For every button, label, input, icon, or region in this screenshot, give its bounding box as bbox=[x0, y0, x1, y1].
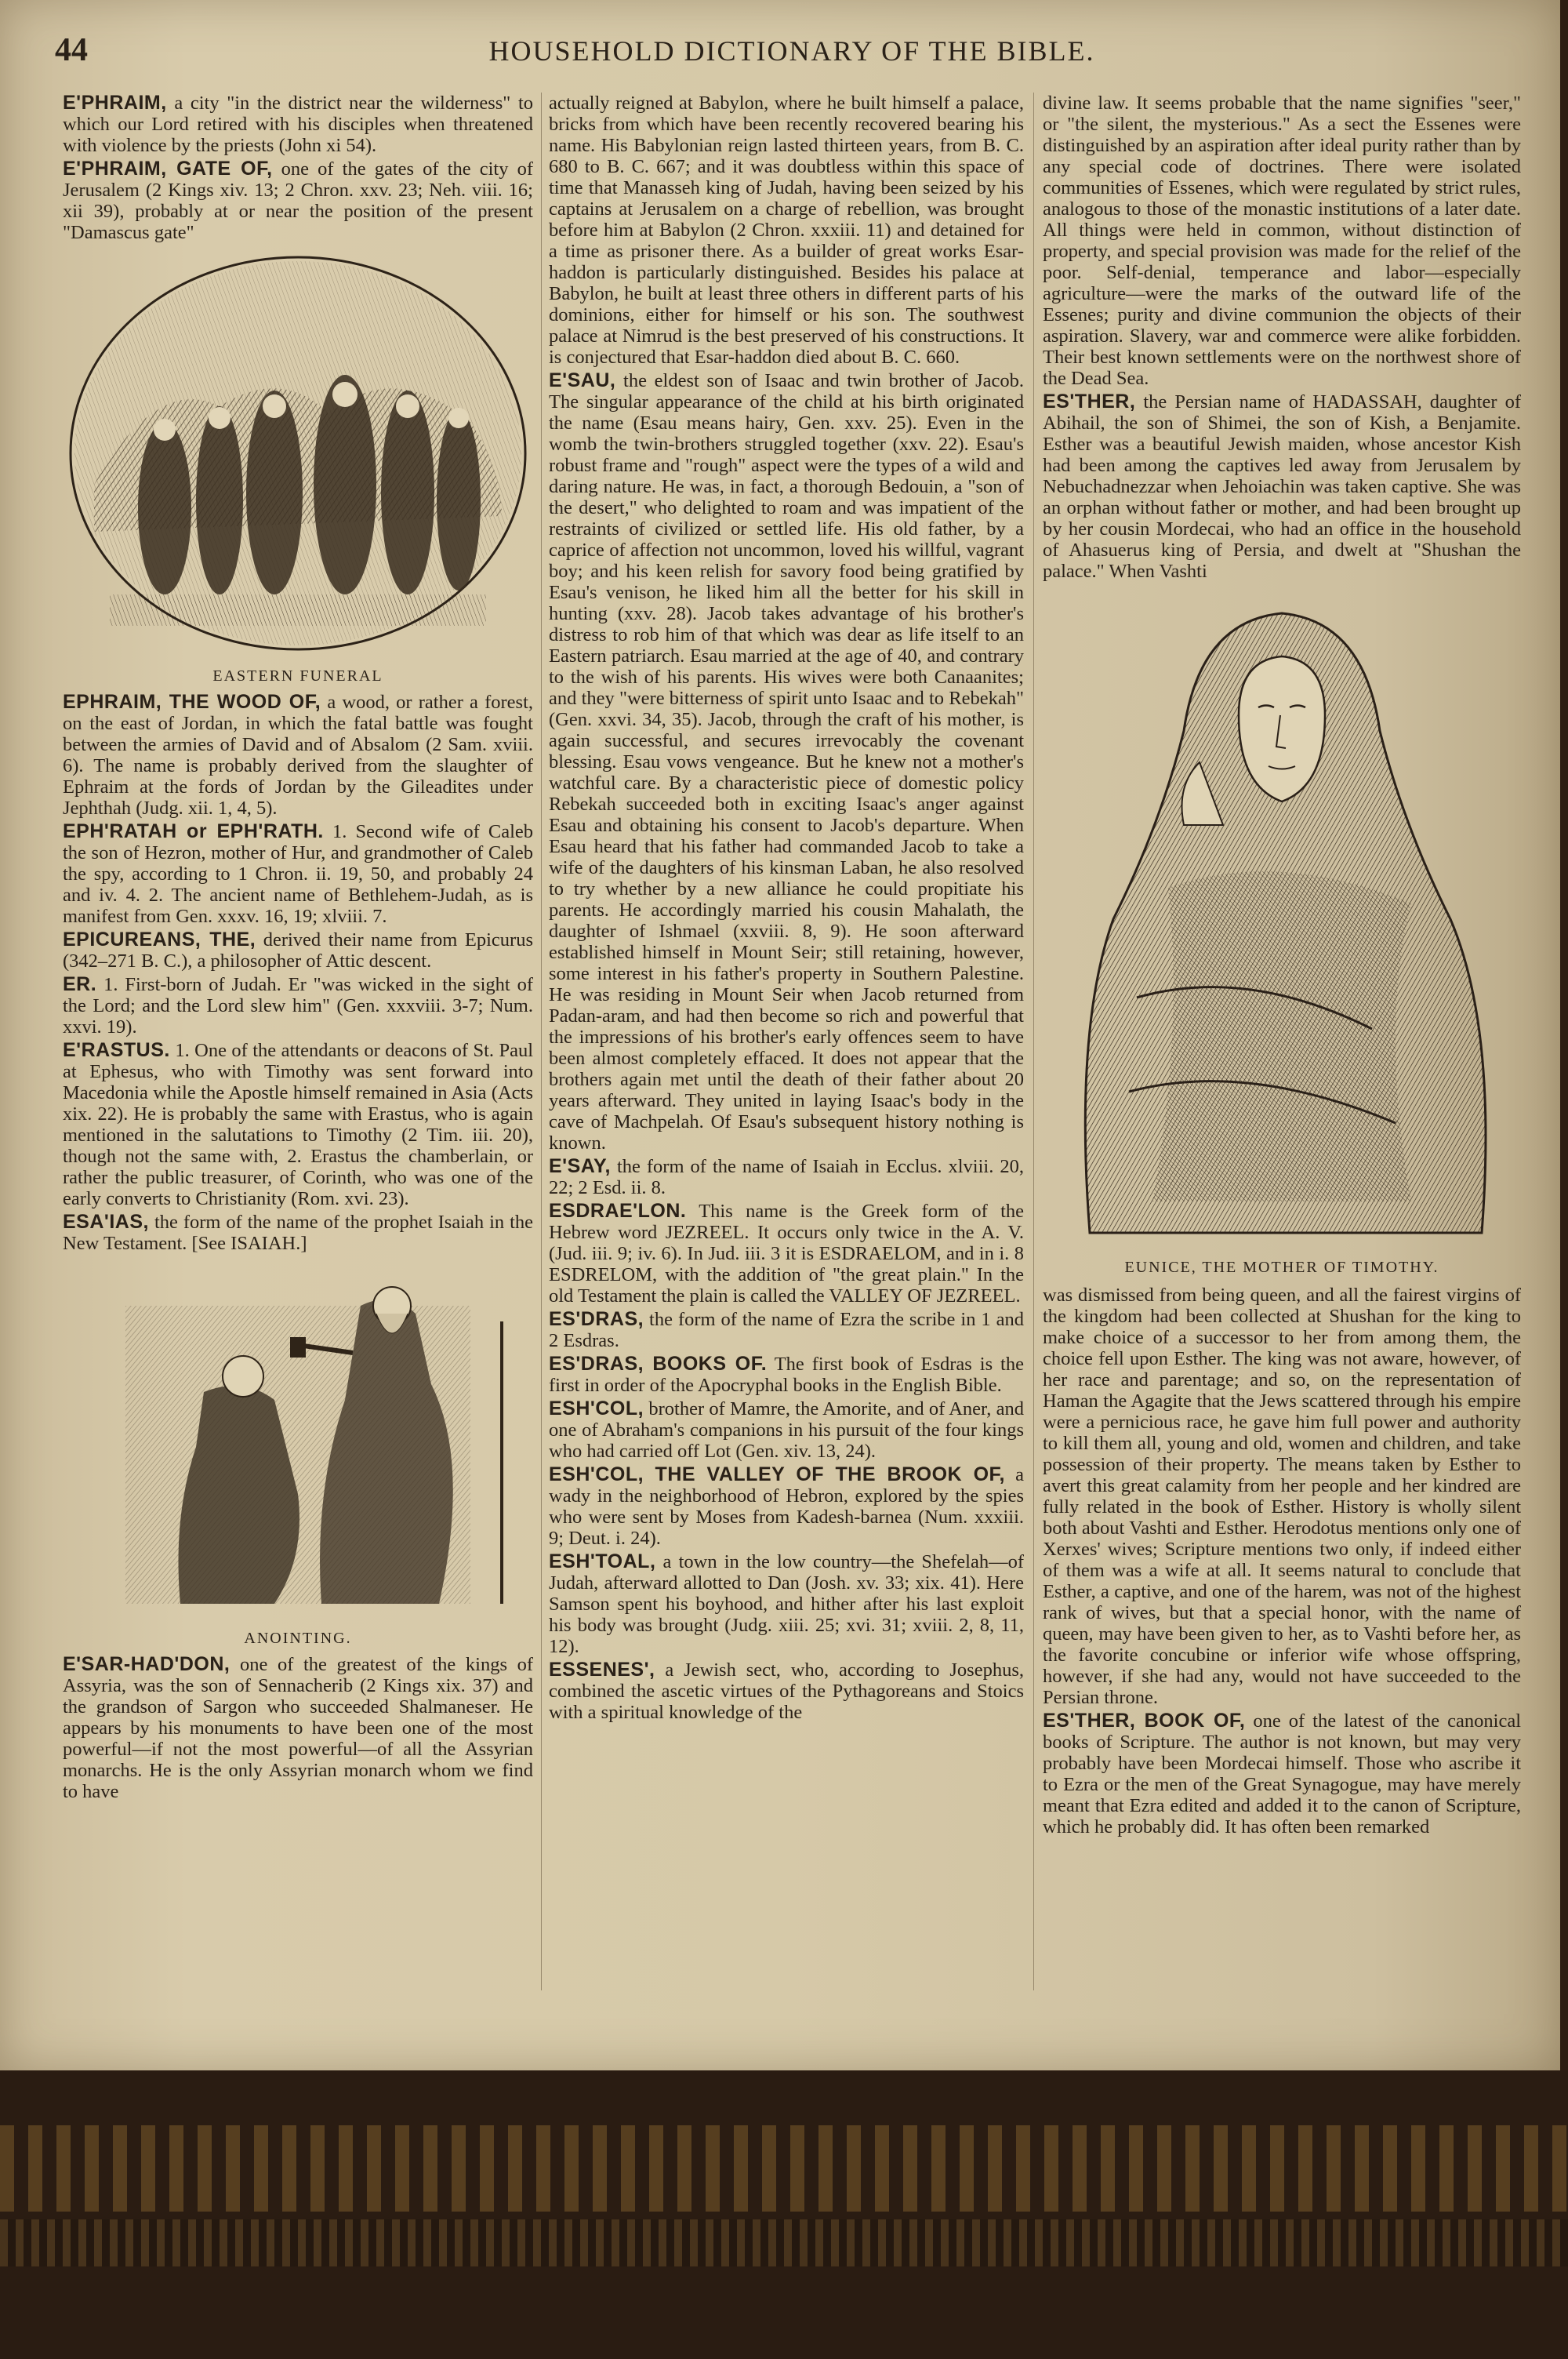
headword: E'PHRAIM, bbox=[63, 93, 167, 114]
entry-eshcol bbox=[549, 1398, 1024, 1462]
headword: ES'THER, BOOK OF, bbox=[1043, 1710, 1246, 1732]
entry-text: the Persian name of HADASSAH, daughter of Abihail, the son of Shimei, the son of Kish, a Benjamite. Esther was a beautiful Jewish maiden, whose ancestor Kish had been among the captives led away from Jerusalem by Nebuchadnezzar when Jehoiachin was taken captive. She was an orphan without father or mother, and had been brought up by her cousin Mordecai, who had an office in the household of Ahasuerus king of Persia, and dwelt at "Shushan the palace." When Vashti bbox=[1043, 391, 1521, 582]
entry-text: a wady in the neighborhood of Hebron, explored by the spies who were sent by Moses from Kadesh-barnea (Num. xxxiii. 9; Deut. i. 24). bbox=[549, 1464, 1024, 1549]
entry-text: one of the latest of the canonical books of Scripture. The author is not known, but may very probably have been Mordecai himself. Those who ascribe it to Ezra or the men of the Great Synagogue, may have merely meant that Ezra edited and added it to the canon of Scripture, which he probably did. It has often been remarked bbox=[1043, 1710, 1521, 1837]
entry-text: derived their name from Epicurus (342–271 B. C.), a philosopher of Attic descent. bbox=[63, 929, 533, 972]
entry-ephraim-wood bbox=[63, 692, 533, 819]
entry-text: The first book of Esdras is the first in order of the Apocryphal books in the English Bible. bbox=[549, 1354, 1024, 1396]
entry-esther-book bbox=[1043, 1710, 1521, 1837]
entry-text: a town in the low country—the Shefelah—of Judah, afterward allotted to Dan (Josh. xv. 33; xix. 41). Here Samson spent his boyhood, and hither after his last exploit his body was brought (Judg. xiii. 25; xvi. 31; xviii. 2, 8, 11, 12). bbox=[549, 1551, 1024, 1657]
entry-essenes bbox=[549, 1659, 1024, 1723]
headword: E'SAR-HAD'DON, bbox=[63, 1653, 230, 1675]
entry-text: one of the gates of the city of Jerusalem (2 Kings xiv. 13; 2 Chron. xxv. 23; Neh. viii. 16; xii 39), probably at or near the position of the present "Damascus gate" bbox=[63, 158, 533, 243]
headword: E'SAU, bbox=[549, 369, 616, 391]
headword: EPICUREANS, THE, bbox=[63, 929, 256, 951]
eastern-funeral-engraving bbox=[63, 249, 533, 657]
figure-caption: EUNICE, THE MOTHER OF TIMOTHY. bbox=[1124, 1259, 1439, 1276]
entry-esaias bbox=[63, 1212, 533, 1254]
column-rule bbox=[1033, 93, 1034, 1990]
headword: ES'DRAS, BOOKS OF. bbox=[549, 1353, 768, 1375]
entry-text: the form of the name of Ezra the scribe in 1 and 2 Esdras. bbox=[549, 1309, 1024, 1351]
headword: ER. bbox=[63, 973, 97, 995]
column-2 bbox=[549, 93, 1024, 1998]
entry-esther bbox=[1043, 391, 1521, 582]
headword: ES'THER, bbox=[1043, 391, 1136, 413]
headword: E'SAY, bbox=[549, 1155, 611, 1177]
entry-esarhaddon-cont: actually reigned at Babylon, where he built himself a palace, bricks from which have been recently recovered bearing his name. His Babylonian reign lasted thirteen years, from B. C. 680 to B. C. 667; and it was doubtless within this space of time that Manasseh king of Judah, having been seized by his captains at Jerusalem on a charge of rebellion, was brought before him at Babylon (2 Chron. xxxiii. 11) and detained for a time as prisoner there. As a builder of great works Esar-haddon is particularly distinguished. Besides his palace at Babylon, he built at least three others in different parts of his dominions, either for himself or his son. The southwest palace at Nimrud is the best preserved of his constructions. It is conjectured that Esar-haddon died about B. C. 660. bbox=[549, 93, 1024, 368]
figure-caption: EASTERN FUNERAL bbox=[212, 667, 383, 685]
entry-esdras bbox=[549, 1309, 1024, 1351]
entry-esther-cont: was dismissed from being queen, and all the fairest virgins of the kingdom had been collected at Shushan for the king to make choice of a successor to her from among them, the choice fell upon Esther. The king was not aware, however, of her race and parentage; and so, on the representation of Haman the Agagite that the Jews scattered through his empire were a pernicious race, he gave him full power and authority to kill them all, young and old, women and children, and take possession of their property. The means taken by Esther to avert this great calamity from her people and her kindred are fully related in the book of Esther. History is wholly silent both about Vashti and Esther. Herodotus mentions only one of Xerxes' wives; Scripture mentions two only, if indeed either of them was a wife at all. It seems natural to conclude that Esther, a captive, and one of the harem, was not of the highest rank of wives, but that a special honor, with the name of queen, may have been given to her, as to Vashti before her, as the favorite concubine or inferior wife whose offspring, however, if she had any, would not have succeeded to the Persian throne. bbox=[1043, 1285, 1521, 1708]
entry-esau bbox=[549, 370, 1024, 1154]
headword: ESA'IAS, bbox=[63, 1211, 149, 1233]
binding-pattern bbox=[0, 2125, 1568, 2212]
headword: ESH'COL, bbox=[549, 1398, 644, 1419]
entry-ephratah bbox=[63, 821, 533, 927]
entry-text: brother of Mamre, the Amorite, and of Aner, and one of Abraham's companions in his pursuit of the four kings who had carried off Lot (Gen. xiv. 13, 24). bbox=[549, 1398, 1024, 1462]
entry-ephraim-gate bbox=[63, 158, 533, 243]
running-title: HOUSEHOLD DICTIONARY OF THE BIBLE. bbox=[488, 35, 1095, 67]
entry-text: the eldest son of Isaac and twin brother of Jacob. The singular appearance of the child at his birth originated the name (Esau means hairy, Gen. xxv. 25). Even in the womb the twin-brothers struggled together (xxv. 22). Esau's robust frame and "rough" aspect were the types of a wild and daring nature. He was, in fact, a thorough Bedouin, a "son of the desert," who delighted to roam and was impatient of the restraints of civilized or settled life. His old father, by a caprice of affection not uncommon, loved his willful, vagrant boy; and his keen relish for savory food being gratified by Esau's venison, he liked him all the better for his skill in hunting (xxv. 28). Jacob takes advantage of his brother's distress to rob him of that which was dear as life itself to an Eastern patriarch. Esau married at the age of 40, and contrary to the wish of his parents. His wives were both Canaanites; and they "were bitterness of spirit unto Isaac and to Rebekah" (Gen. xxvi. 34, 35). Jacob, through the craft of his mother, is again successful, and secures irrevocably the covenant blessing. Esau vows vengeance. But he knew not a mother's watchful care. By a characteristic piece of domestic policy Rebekah succeeded both in exciting Isaac's anger against Esau and obtaining his consent to Jacob's departure. When Esau heard that his father had commanded Jacob to take a wife of the daughters of his kinsman Laban, he also resolved to try whether by a new alliance he could propitiate his parents. He accordingly married his cousin Mahalath, the daughter of Ishmael (xxviii. 8, 9). He soon afterward established himself in Mount Seir; still retaining, however, some interest in his father's property in Southern Palestine. He was residing in Mount Seir when Jacob returned from Padan-aram, and had then become so rich and powerful that the impressions of his brother's early offences seem to have been almost completely effaced. It does not appear that the brothers again met until the death of their father about 20 years afterward. They united in laying Isaac's body in the cave of Machpelah. Of Esau's subsequent history nothing is known. bbox=[549, 370, 1024, 1154]
headword: EPH'RATAH or EPH'RATH. bbox=[63, 820, 324, 842]
figure-caption: ANOINTING. bbox=[244, 1630, 352, 1647]
entry-text: a Jewish sect, who, according to Josephus, combined the ascetic virtues of the Pythagoreans and Stoics with a spiritual knowledge of the bbox=[549, 1659, 1024, 1723]
entry-essenes-cont: divine law. It seems probable that the name signifies "seer," or "the silent, the mysterious." As a sect the Essenes were distinguished by an aspiration after ideal purity rather than by any special code of doctrines. There were isolated communities of Essenes, which were regulated by strict rules, analogous to those of the monastic institutions of a later date. All things were held in common, without distinction of property, and special provision was made for the relief of the poor. Self-denial, temperance and labor—especially agriculture—were the marks of the outward life of the Essenes; purity and divine communion the objects of their aspiration. Slavery, war and commerce were alike forbidden. Their best known settlements were on the northwest shore of the Dead Sea. bbox=[1043, 93, 1521, 389]
headword: ESH'TOAL, bbox=[549, 1550, 656, 1572]
entry-er bbox=[63, 974, 533, 1038]
headword: E'PHRAIM, GATE OF, bbox=[63, 158, 273, 180]
headword: EPHRAIM, THE WOOD OF, bbox=[63, 691, 321, 713]
column-1 bbox=[63, 93, 533, 1998]
column-rule bbox=[541, 93, 542, 1990]
entry-esarhaddon bbox=[63, 1654, 533, 1802]
anointing-engraving bbox=[63, 1259, 533, 1619]
entry-text: the form of the name of the prophet Isaiah in the New Testament. [See ISAIAH.] bbox=[63, 1212, 533, 1254]
entry-epicureans bbox=[63, 929, 533, 972]
entry-text: 1. Second wife of Caleb the son of Hezron, mother of Hur, and grandmother of Caleb the spy, according to 1 Chron. ii. 19, 50, and probably 24 and iv. 4. 2. The ancient name of Bethlehem-Judah, as is manifest from Gen. xxxv. 16, 19; xlviii. 7. bbox=[63, 821, 533, 927]
entry-text: a wood, or rather a forest, on the east of Jordan, in which the fatal battle was fought between the armies of David and of Absalom (2 Sam. xviii. 6). The name is probably derived from the slaughter of Ephraim at the fords of Jordan by the Gileadites under Jephthah (Judg. xii. 1, 4, 5). bbox=[63, 692, 533, 819]
entry-eshcol-valley bbox=[549, 1464, 1024, 1549]
entry-text: 1. One of the attendants or deacons of St. Paul at Ephesus, who with Timothy was sent forward into Macedonia while the Apostle himself remained in Asia (Acts xix. 22). He is probably the same with Erastus, who is again mentioned in the salutations to Timothy (2 Tim. iii. 20), though not the same with, 2. Erastus the chamberlain, or rather the public treasurer, of Corinth, who was one of the early converts to Christianity (Rom. xvi. 23). bbox=[63, 1040, 533, 1209]
entry-ephraim bbox=[63, 93, 533, 156]
entry-text: 1. First-born of Judah. Er "was wicked in the sight of the Lord; and the Lord slew him" (Gen. xxxviii. 3-7; Num. xxvi. 19). bbox=[63, 974, 533, 1038]
column-3 bbox=[1043, 93, 1521, 1998]
page-number: 44 bbox=[55, 32, 88, 68]
headword: E'RASTUS. bbox=[63, 1039, 170, 1061]
eunice-figure bbox=[1043, 590, 1521, 1280]
headword: ESH'COL, THE VALLEY OF THE BROOK OF, bbox=[549, 1463, 1005, 1485]
entry-eshtoal bbox=[549, 1551, 1024, 1657]
anointing-figure bbox=[63, 1259, 533, 1651]
book-binding-edge bbox=[0, 2070, 1568, 2359]
funeral-figure bbox=[63, 249, 533, 689]
headword: ES'DRAS, bbox=[549, 1308, 644, 1330]
entry-esay bbox=[549, 1156, 1024, 1198]
entry-text: a city "in the district near the wilderness" to which our Lord retired with his disciples when threatened with violence by the priests (John xi 54). bbox=[63, 93, 533, 156]
headword: ESDRAE'LON. bbox=[549, 1200, 687, 1222]
headword: ESSENES', bbox=[549, 1659, 655, 1681]
entry-esdraelon bbox=[549, 1201, 1024, 1307]
entry-text: the form of the name of Isaiah in Ecclus. xlviii. 20, 22; 2 Esd. ii. 8. bbox=[549, 1156, 1024, 1198]
entry-erastus bbox=[63, 1040, 533, 1209]
eunice-engraving bbox=[1043, 590, 1521, 1249]
entry-esdras-books bbox=[549, 1354, 1024, 1396]
page-header bbox=[55, 31, 1529, 78]
binding-pattern bbox=[0, 2219, 1568, 2266]
entry-text: one of the greatest of the kings of Assyria, was the son of Sennacherib (2 Kings xix. 37) and the grandson of Sargon who succeeded Shalmaneser. He appears by his monuments to have been one of the most powerful—if not the most powerful—of all the Assyrian monarchs. He is the only Assyrian monarch whom we find to have bbox=[63, 1654, 533, 1802]
entry-text: This name is the Greek form of the Hebrew word JEZREEL. It occurs only twice in the A. V. (Jud. iii. 9; iv. 6). In Jud. iii. 3 it is ESDRAELOM, and in i. 8 ESDRELOM, with the addition of "the great plain." In the old Testament the plain is called the VALLEY OF JEZREEL. bbox=[549, 1201, 1024, 1307]
